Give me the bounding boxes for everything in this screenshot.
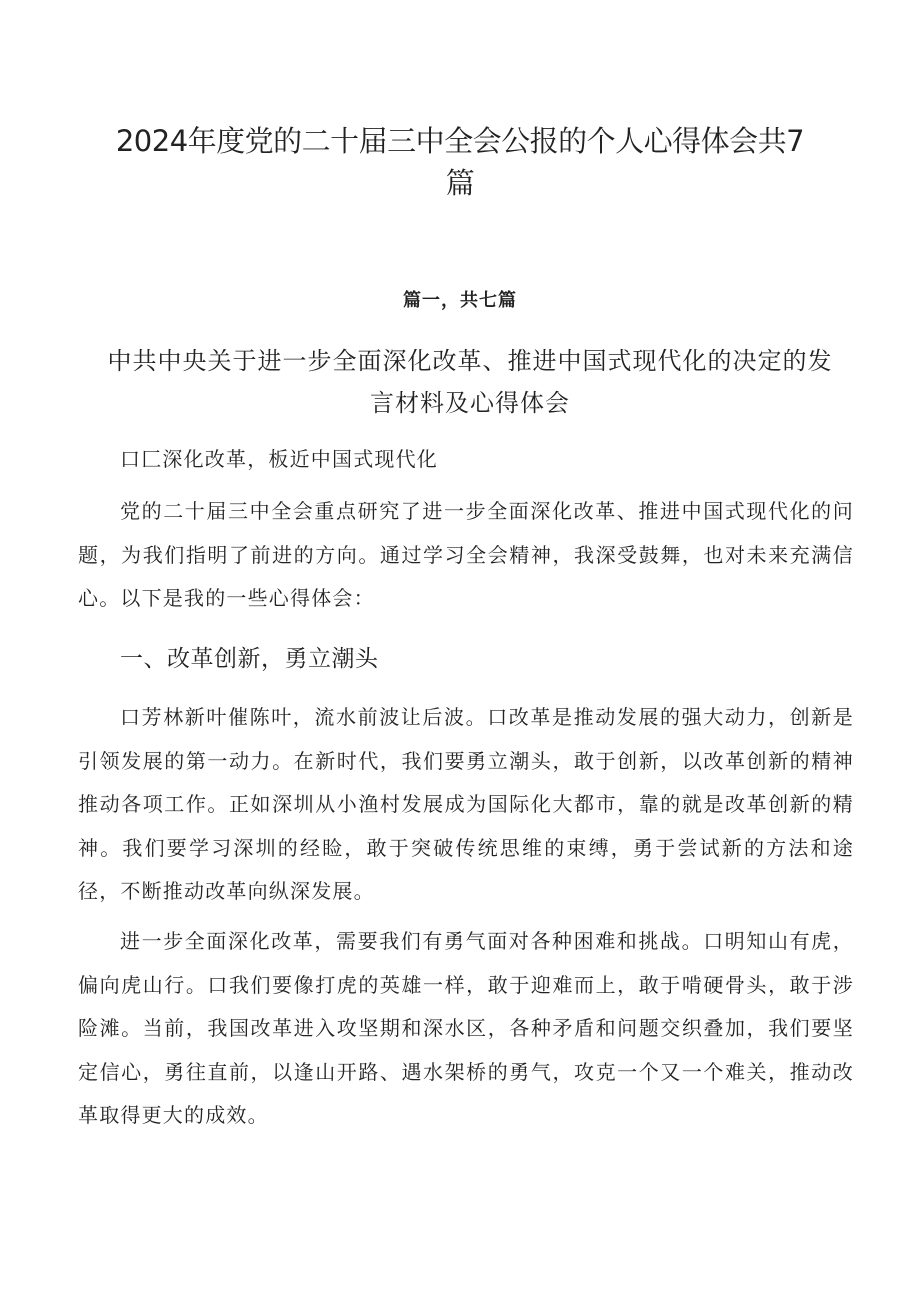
paragraph-1: 党的二十届三中全会重点研究了进一步全面深化改革、推进中国式现代化的问题，为我们指明了前进的方向。通过学习全会精神，我深受鼓舞，也对未来充满信心。以下是我的一些心得体会： — [78, 499, 854, 610]
intro-line: 口匚深化改革，板近中国式现代化 — [120, 447, 438, 471]
paragraph-2: 口芳林新叶催陈叶，流水前波让后波。口改革是推动发展的强大动力，创新是引领发展的第一动力。在新时代，我们要勇立潮头，敢于创新，以改革创新的精神推动各项工作。正如深圳从小渔村发展成为国际化大都市，靠的就是改革创新的精神。我们要学习深圳的经睑，敢于突破传统思维的束缚，勇于尝试新的方法和途径，不断推动改革向纵深发展。 — [78, 705, 854, 903]
speech-heading: 中共中央关于进一步全面深化改革、推进中国式现代化的决定的发言材料及心得体会 — [107, 347, 833, 417]
document-title: 2024年度党的二十届三中全会公报的个人心得体会共7篇 — [115, 124, 805, 200]
paragraph-3: 进一步全面深化改革，需要我们有勇气面对各种困难和挑战。口明知山有虎，偏向虎山行。口我们要像打虎的英雄一样，敢于迎难而上，敢于啃硬骨头，敢于涉险滩。当前，我国改革进入攻坚期和深水区，各种矛盾和问题交织叠加，我们要坚定信心，勇往直前，以逢山开路、遇水架桥的勇气，攻克一个又一个难关，推动改革取得更大的成效。 — [78, 929, 854, 1127]
document-subtitle: 篇一，共七篇 — [403, 290, 517, 311]
section-heading-1: 一、改革创新，勇立潮头 — [120, 646, 379, 672]
